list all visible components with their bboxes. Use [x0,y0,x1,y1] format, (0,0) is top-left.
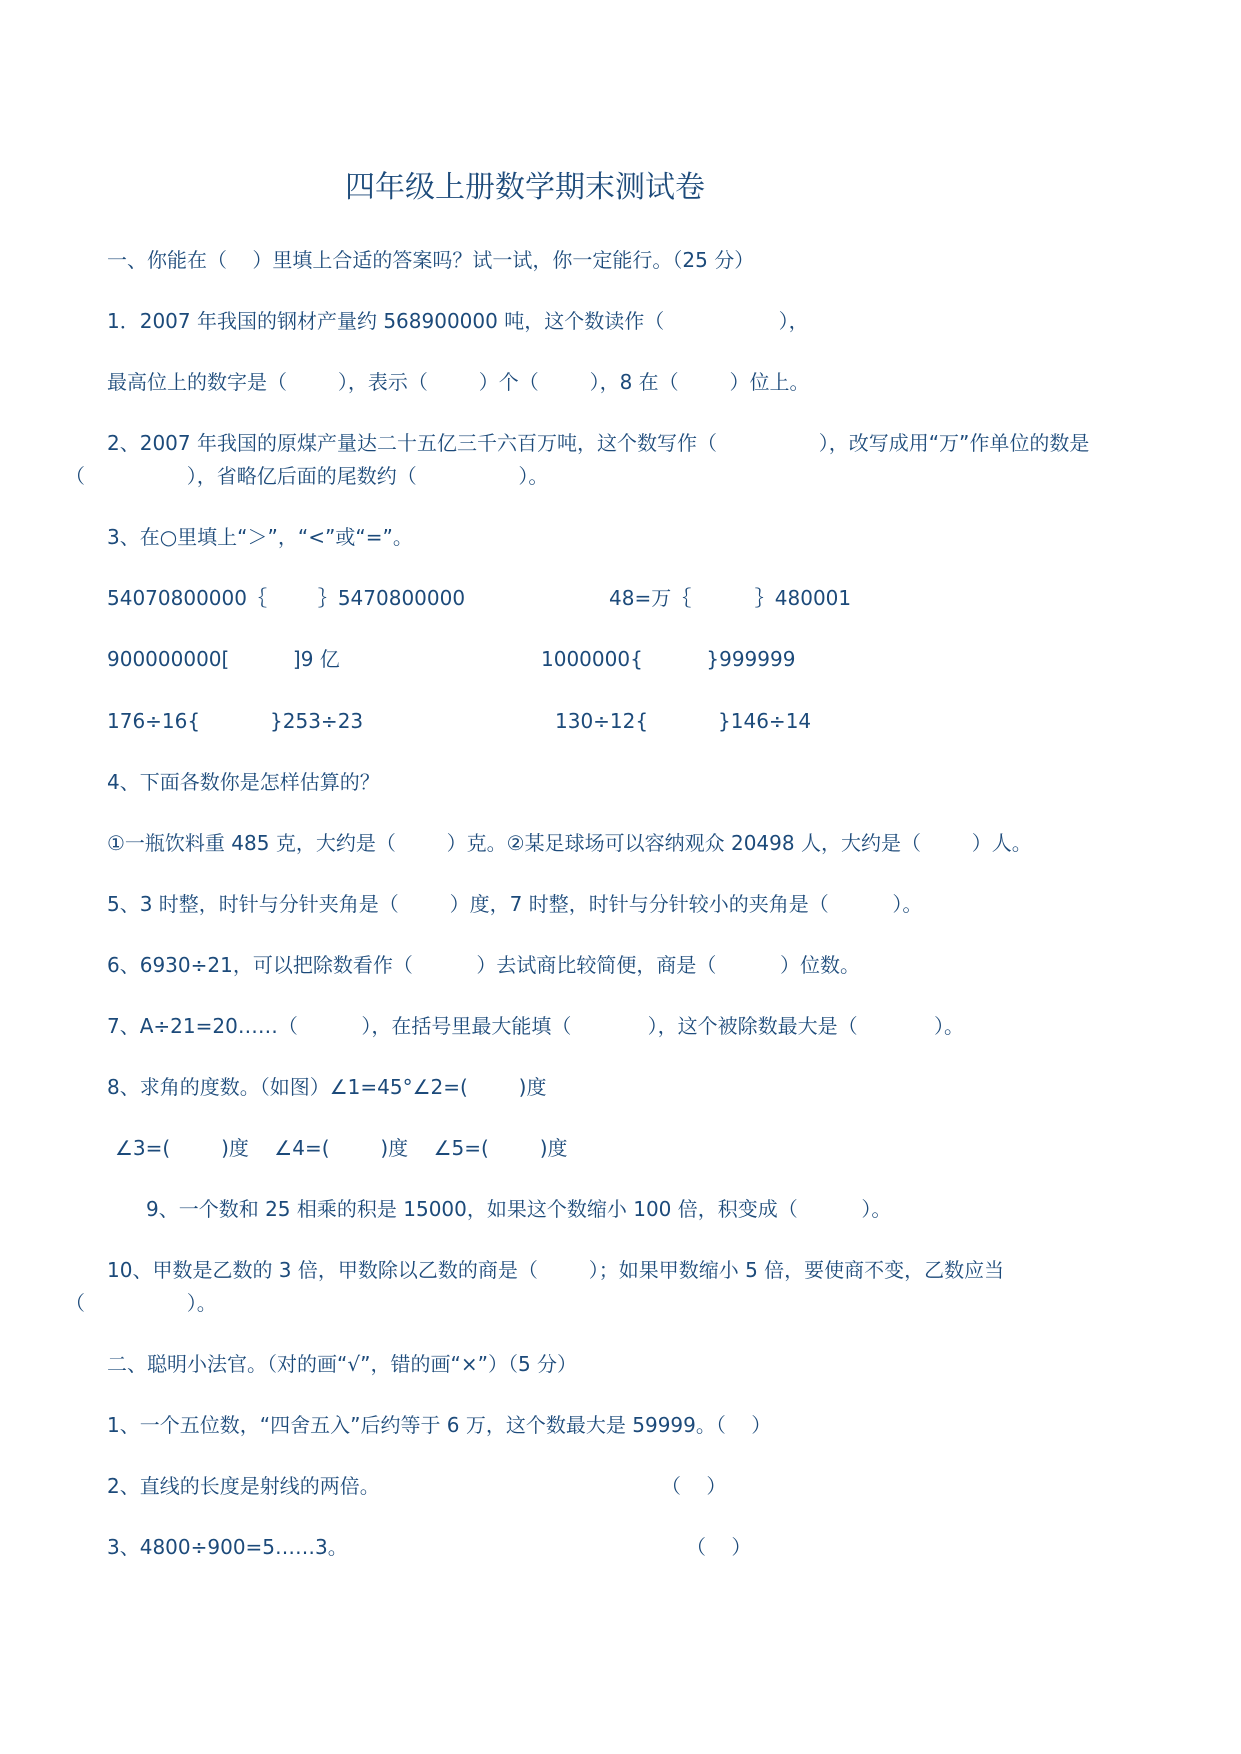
question-1b: 最高位上的数字是（ ），表示（ ）个（ ），8 在（ ）位上。 [107,370,810,394]
question-5: 5、3 时整，时针与分针夹角是（ ）度，7 时整，时针与分针较小的夹角是（ ）。 [107,892,923,916]
question-3: 3、在○里填上“＞”，“<”或“=”。 [107,525,413,549]
question-4a: ①一瓶饮料重 485 克，大约是（ ）克。②某足球场可以容纳观众 20498 人，大约是（ ）人。 [107,831,1032,855]
question-8b: ∠3=( )度 ∠4=( )度 ∠5=( )度 [115,1136,568,1160]
compare-row1-left: 54070800000｛ ｝5470800000 [107,586,466,610]
compare-row2-left: 900000000[ ]9 亿 [107,647,340,671]
question-1a: 1．2007 年我国的钢材产量约 568900000 吨，这个数读作（ ）， [107,309,809,333]
judge-2: 2、直线的长度是射线的两倍。 [107,1474,380,1498]
page-title: 四年级上册数学期末测试卷 [345,170,705,205]
question-6: 6、6930÷21，可以把除数看作（ ）去试商比较简便，商是（ ）位数。 [107,953,860,977]
question-9: 9、一个数和 25 相乘的积是 15000，如果这个数缩小 100 倍，积变成（ ）。 [146,1197,892,1221]
question-4: 4、下面各数你是怎样估算的？ [107,770,380,794]
question-10b: （ ）。 [65,1291,217,1315]
question-2b: （ ），省略亿后面的尾数约（ ）。 [65,464,549,488]
compare-row3-left: 176÷16{ }253÷23 [107,709,364,733]
question-10a: 10、甲数是乙数的 3 倍，甲数除以乙数的商是（ ）；如果甲数缩小 5 倍，要使商不变，乙数应当 [107,1258,1005,1282]
judge-1: 1、一个五位数，“四舍五入”后约等于 6 万，这个数最大是 59999。（ ） [107,1413,772,1437]
judge-3: 3、4800÷900=5……3。 [107,1535,348,1559]
section1-heading: 一、你能在（ ）里填上合适的答案吗？试一试，你一定能行。（25 分） [107,248,755,272]
question-7: 7、A÷21=20……（ ），在括号里最大能填（ ），这个被除数最大是（ ）。 [107,1014,964,1038]
question-2a: 2、2007 年我国的原煤产量达二十五亿三千六百万吨，这个数写作（ ），改写成用“万”作单位的数是 [107,431,1090,455]
judge-3-answer: （ ） [686,1535,752,1559]
section2-heading: 二、聪明小法官。（对的画“√”，错的画“×”）（5 分） [107,1352,578,1376]
compare-row2-right: 1000000{ }999999 [541,647,796,671]
compare-row1-right: 48=万｛ ｝480001 [609,586,852,610]
compare-row3-right: 130÷12{ }146÷14 [555,709,812,733]
judge-2-answer: （ ） [661,1474,727,1498]
question-8a: 8、求角的度数。（如图）∠1=45°∠2=( )度 [107,1075,547,1099]
